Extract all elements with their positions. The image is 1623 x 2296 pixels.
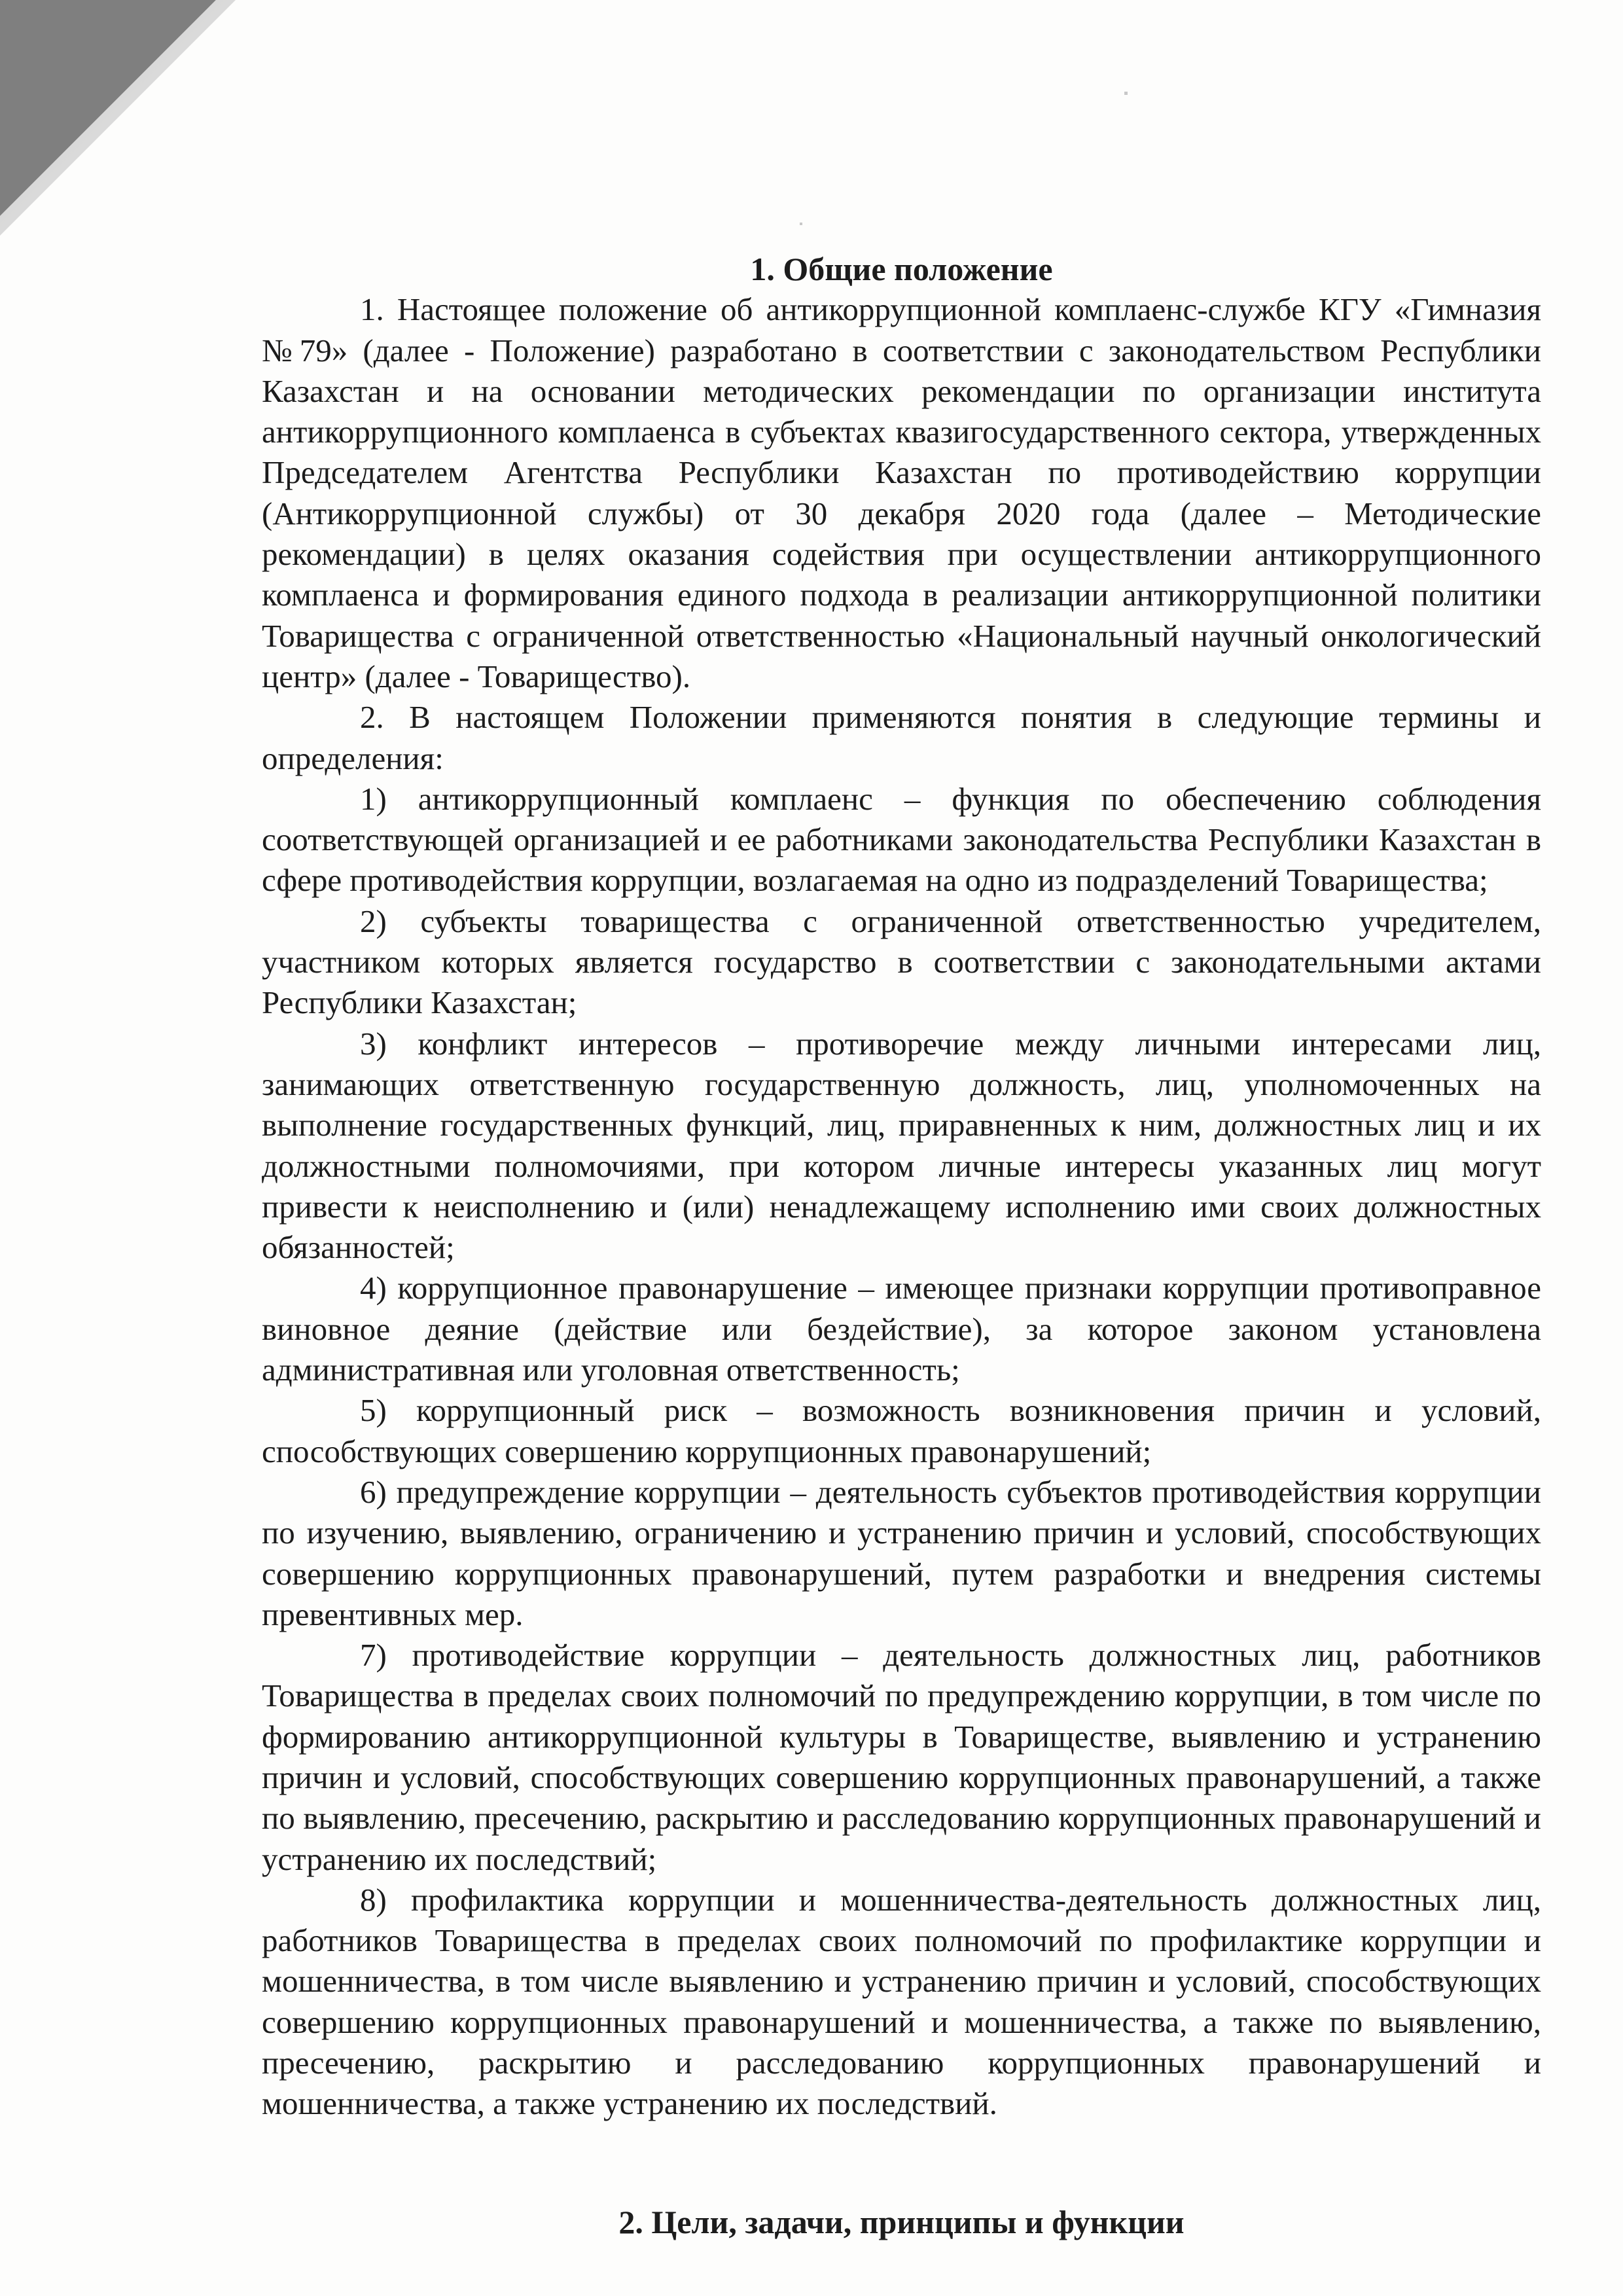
definition-6: 6) предупреждение коррупции – деятельность субъектов противодействия коррупции по изучению, выявлению, ограничению и устранению причин и условий, способствующих совершению коррупционных правонарушений, путем разработки и внедрения системы превентивных мер. bbox=[262, 1473, 1541, 1632]
document-body bbox=[262, 249, 1541, 2242]
definition-5: 5) коррупционный риск – возможность возникновения причин и условий, способствующих совершению коррупционных правонарушений; bbox=[262, 1392, 1541, 1469]
section-2-title: 2. Цели, задачи, принципы и функции bbox=[618, 2203, 1185, 2240]
speck bbox=[800, 223, 802, 225]
definition-8: 8) профилактика коррупции и мошенничества-деятельность должностных лиц, работников Товарищества в пределах своих полномочий по профилактике коррупции и мошенничества, в том числе выявлению и устранению причин и условий, способствующих совершению коррупционных правонарушений и мошенничества, а также по выявлению, пресечению, раскрытию и расследованию коррупционных правонарушений и мошенничества, а также устранению их последствий. bbox=[262, 1881, 1541, 2122]
section-1-title: 1. Общие положение bbox=[750, 251, 1053, 287]
definition-7: 7) противодействие коррупции – деятельность должностных лиц, работников Товарищества в пределах своих полномочий по предупреждению коррупции, в том числе по формированию антикоррупционной культуры в Товариществе, выявлению и устранению причин и условий, способствующих совершению коррупционных правонарушений, а также по выявлению, пресечению, раскрытию и расследованию коррупционных правонарушений и устранению их последствий; bbox=[262, 1637, 1541, 1877]
definition-3: 3) конфликт интересов – противоречие между личными интересами лиц, занимающих ответственную государственную должность, лиц, уполномоченных на выполнение государственных функций, лиц, приравненных к ним, должностных лиц и их должностными полномочиями, при котором личные интересы указанных лиц могут привести к неисполнению и (или) ненадлежащему исполнению ими своих должностных обязанностей; bbox=[262, 1025, 1541, 1266]
definition-2: 2) субъекты товарищества с ограниченной ответственностью учредителем, участником которых является государство в соответствии с законодательными актами Республики Казахстан; bbox=[262, 903, 1541, 1021]
definition-1: 1) антикоррупционный комплаенс – функция по обеспечению соблюдения соответствующей организацией и ее работниками законодательства Республики Казахстан в сфере противодействия коррупции, возлагаемая на одно из подразделений Товарищества; bbox=[262, 780, 1541, 899]
paragraph-1: 1. Настоящее положение об антикоррупционной комплаенс-службе КГУ «Гимназия №79» (далее - Положение) разработано в соответствии с законодательством Республики Казахстан и на основании методических рекомендации по организации института антикоррупционного комплаенса в субъектах квазигосударственного сектора, утвержденных Председателем Агентства Республики Казахстан по противодействию коррупции (Антикоррупционной службы) от 30 декабря 2020 года (далее – Методические рекомендации) в целях оказания содействия при осуществлении антикоррупционного комплаенса и формирования единого подхода в реализации антикоррупционной политики Товарищества с ограниченной ответственностью «Национальный научный онкологический центр» (далее - Товарищество). bbox=[262, 291, 1541, 694]
speck bbox=[1124, 92, 1128, 95]
definition-4: 4) коррупционное правонарушение – имеющее признаки коррупции противоправное виновное деяние (действие или бездействие), за которое законом установлена административная или уголовная ответственность; bbox=[262, 1270, 1541, 1388]
paragraph-2: 2. В настоящем Положении применяются понятия в следующие термины и определения: bbox=[262, 699, 1541, 776]
